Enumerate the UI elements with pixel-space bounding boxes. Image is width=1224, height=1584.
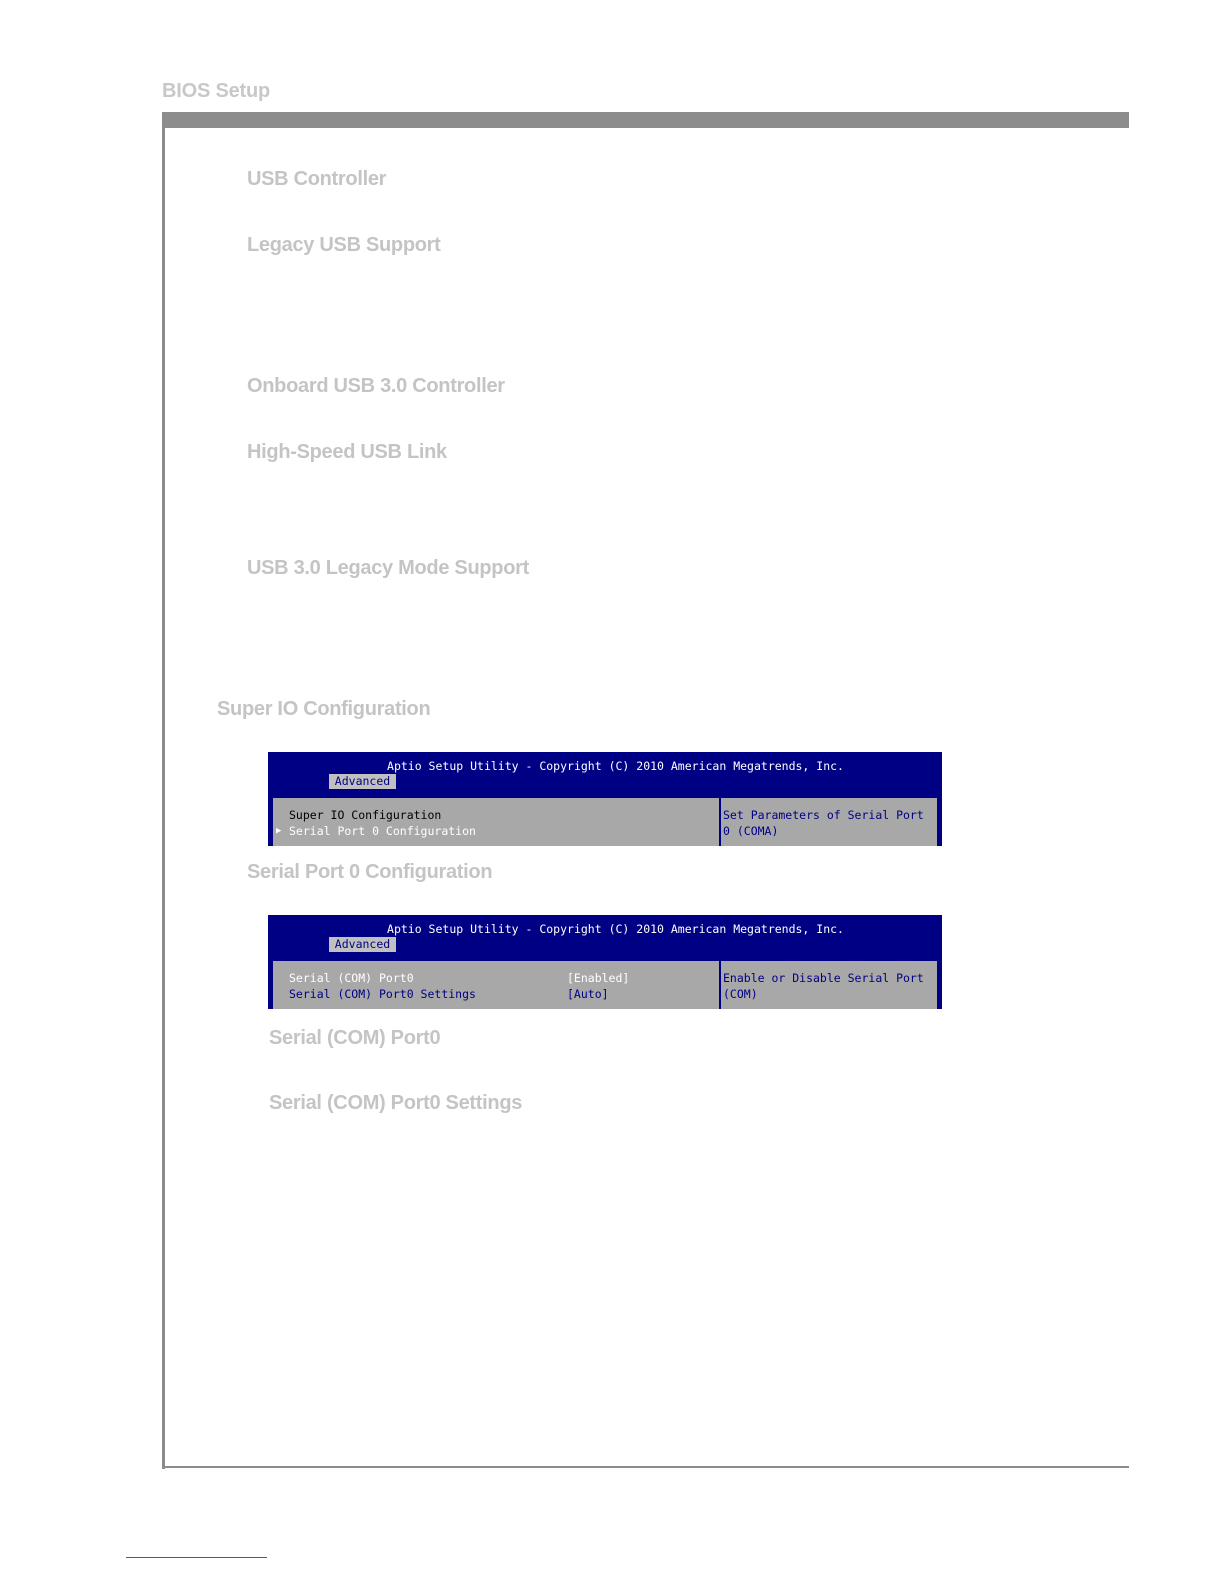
- heading-legacy-usb-support: Legacy USB Support: [247, 234, 441, 256]
- page-header-title: BIOS Setup: [162, 80, 271, 102]
- bios-item-serial-port0-configuration[interactable]: Serial Port 0 Configuration: [289, 824, 476, 838]
- bios-item-serial-com-port0-settings[interactable]: Serial (COM) Port0 Settings: [289, 987, 476, 1001]
- bios-item-serial-com-port0[interactable]: Serial (COM) Port0: [289, 971, 414, 985]
- heading-super-io-configuration: Super IO Configuration: [217, 698, 431, 720]
- bios-help-line-2: (COM): [723, 987, 758, 1001]
- bios-item-super-io-configuration: Super IO Configuration: [289, 808, 442, 822]
- heading-serial-com-port0-settings: Serial (COM) Port0 Settings: [269, 1092, 523, 1114]
- bios-value-serial-com-port0-settings[interactable]: [Auto]: [567, 987, 609, 1001]
- bios-screenshot-super-io: [268, 752, 942, 846]
- bottom-rule: [162, 1466, 1129, 1468]
- bios-screenshot-serial-port0: [268, 915, 942, 1009]
- left-margin-rule: [162, 112, 165, 1469]
- footer-link-underline: [126, 1557, 267, 1558]
- header-bar: [163, 112, 1129, 128]
- tab-advanced[interactable]: Advanced: [329, 937, 396, 952]
- heading-serial-com-port0: Serial (COM) Port0: [269, 1027, 441, 1049]
- heading-onboard-usb3-controller: Onboard USB 3.0 Controller: [247, 375, 505, 397]
- tab-advanced[interactable]: Advanced: [329, 774, 396, 789]
- heading-serial-port0-configuration: Serial Port 0 Configuration: [247, 861, 493, 883]
- bios-help-line-1: Set Parameters of Serial Port: [723, 808, 924, 822]
- bios-help-divider: [719, 961, 721, 1009]
- bios-title: Aptio Setup Utility - Copyright (C) 2010 American Megatrends, Inc.: [387, 922, 844, 936]
- bios-value-serial-com-port0[interactable]: [Enabled]: [567, 971, 630, 985]
- bios-body: [271, 959, 939, 1009]
- heading-usb-controller: USB Controller: [247, 168, 387, 190]
- bios-title: Aptio Setup Utility - Copyright (C) 2010 American Megatrends, Inc.: [387, 759, 844, 773]
- bios-body: [271, 796, 939, 846]
- bios-help-divider: [719, 798, 721, 846]
- submenu-arrow-icon: ▶: [276, 826, 282, 836]
- heading-usb3-legacy-mode-support: USB 3.0 Legacy Mode Support: [247, 557, 529, 579]
- heading-high-speed-usb-link: High-Speed USB Link: [247, 441, 447, 463]
- bios-help-line-2: 0 (COMA): [723, 824, 779, 838]
- bios-help-line-1: Enable or Disable Serial Port: [723, 971, 924, 985]
